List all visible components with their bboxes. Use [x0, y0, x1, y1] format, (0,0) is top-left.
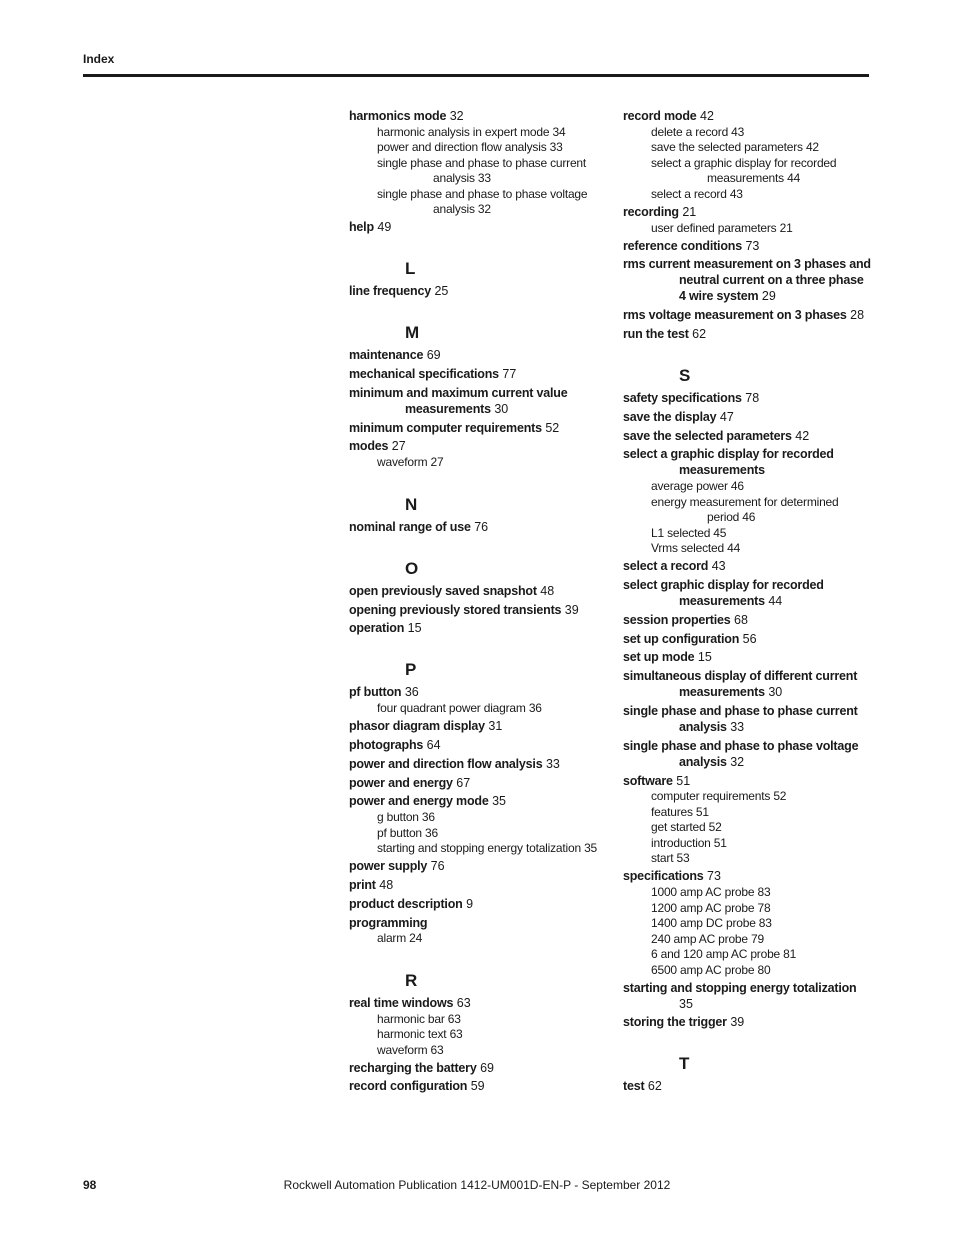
index-term: opening previously stored transients [349, 602, 562, 617]
index-subentry-list [349, 125, 599, 218]
index-entry [349, 219, 599, 235]
index-page-ref: 35 [492, 794, 506, 809]
index-subentry: 6500 amp AC probe 80 [651, 962, 771, 977]
index-term: power supply [349, 859, 428, 874]
index-entry [349, 438, 599, 454]
index-entry [349, 995, 599, 1011]
index-subentry-list [349, 701, 599, 717]
page-number: 98 [83, 1178, 97, 1192]
index-page-ref: 30 [494, 401, 509, 416]
index-subentry: waveform 63 [377, 1042, 444, 1057]
index-subentry: delete a record 43 [651, 124, 745, 139]
index-subentry: user defined parameters 21 [651, 220, 793, 235]
index-page-ref: 36 [404, 685, 419, 700]
index-term: set up configuration [623, 631, 740, 646]
index-term: real time windows [349, 995, 454, 1010]
index-subentry: harmonic analysis in expert mode 34 [377, 124, 566, 139]
index-entry [623, 238, 873, 254]
index-term: help [349, 220, 374, 235]
index-page-ref: 27 [391, 439, 406, 454]
index-entry [349, 915, 599, 931]
index-subentry-list [623, 221, 873, 237]
index-term: record mode [623, 109, 697, 123]
index-term: single phase and phase to phase current analysis [623, 703, 858, 734]
index-entry [349, 896, 599, 912]
index-entry [349, 858, 599, 874]
index-entry [349, 385, 599, 417]
index-term: product description [349, 896, 463, 911]
index-page-ref: 9 [466, 896, 474, 911]
index-subentry: waveform 27 [377, 455, 444, 470]
index-entry [623, 631, 873, 647]
index-page-ref: 32 [730, 754, 745, 769]
index-term: specifications [623, 869, 704, 884]
index-subentry: harmonic text 63 [377, 1027, 463, 1042]
index-entry [623, 256, 873, 304]
index-page-ref: 15 [697, 650, 712, 665]
index-term: operation [349, 621, 405, 636]
index-term: power and energy mode [349, 794, 489, 809]
index-term: software [623, 773, 673, 788]
index-page-ref: 43 [711, 559, 726, 574]
index-term: pf button [349, 685, 402, 700]
index-page-ref: 42 [700, 109, 714, 123]
index-entry [623, 1078, 873, 1094]
index-subentry: g button 36 [377, 810, 435, 825]
index-page-ref: 15 [407, 621, 422, 636]
index-subentry: start 53 [651, 851, 690, 866]
index-page-ref: 48 [540, 583, 555, 598]
index-term: starting and stopping energy totalization [623, 980, 857, 995]
index-subentry: single phase and phase to phase current analysis 33 [377, 155, 587, 186]
index-term: rms current measurement on 3 phases and neutral current on a three phase 4 wire system [623, 257, 871, 304]
index-page-ref: 69 [426, 348, 441, 363]
index-term: harmonics mode [349, 109, 447, 123]
index-entry [349, 1060, 599, 1076]
index-subentry: starting and stopping energy totalization 35 [377, 841, 598, 856]
index-term: select a graphic display for recorded measurements [623, 447, 834, 478]
index-entry [623, 326, 873, 342]
index-entry [623, 307, 873, 323]
index-subentry: single phase and phase to phase voltage analysis 32 [377, 186, 588, 217]
index-subentry: average power 46 [651, 479, 744, 494]
section-letter: S [679, 365, 691, 385]
index-entry [623, 738, 873, 770]
index-page-ref: 64 [426, 737, 441, 752]
index-subentry: 6 and 120 amp AC probe 81 [651, 947, 797, 962]
index-subentry-list [623, 479, 873, 557]
index-subentry-list [349, 810, 599, 857]
index-page-ref: 25 [434, 284, 449, 299]
index-page-ref: 73 [707, 869, 721, 884]
index-subentry: select a record 43 [651, 186, 743, 201]
index-page-ref: 78 [745, 390, 760, 405]
index-subentry: 240 amp AC probe 79 [651, 931, 764, 946]
index-term: select a record [623, 559, 709, 574]
index-entry [623, 773, 873, 789]
index-entry [349, 684, 599, 700]
index-term: save the selected parameters [623, 428, 792, 443]
index-term: phasor diagram display [349, 719, 485, 734]
index-entry [623, 1014, 873, 1030]
section-letter: P [405, 660, 417, 680]
index-subentry: 1000 amp AC probe 83 [651, 885, 771, 900]
index-entry [623, 980, 873, 1012]
index-page-ref: 39 [564, 602, 579, 617]
index-page-ref: 28 [850, 308, 865, 323]
index-subentry-list [623, 789, 873, 867]
index-page-ref: 21 [682, 204, 697, 219]
index-subentry: 1200 amp AC probe 78 [651, 900, 771, 915]
index-term: reference conditions [623, 238, 742, 253]
index-term: rms voltage measurement on 3 phases [623, 308, 847, 323]
index-page-ref: 47 [719, 409, 734, 424]
index-entry [623, 868, 873, 884]
index-subentry: 1400 amp DC probe 83 [651, 916, 772, 931]
index-entry [349, 519, 599, 535]
index-term: nominal range of use [349, 519, 471, 534]
index-term: recording [623, 204, 679, 219]
section-letter: R [405, 970, 418, 990]
index-page-ref: 32 [449, 109, 464, 123]
index-entry [349, 737, 599, 753]
index-entry [349, 583, 599, 599]
index-entry [349, 283, 599, 299]
index-term: minimum and maximum current value measurements [349, 385, 568, 416]
index-entry [349, 366, 599, 382]
index-subentry: introduction 51 [651, 835, 727, 850]
index-entry [349, 756, 599, 772]
index-entry [623, 703, 873, 735]
index-column-left [349, 108, 599, 1097]
index-term: minimum computer requirements [349, 420, 542, 435]
index-term: select graphic display for recorded measurements [623, 577, 824, 608]
index-entry [623, 204, 873, 220]
index-page-ref: 59 [470, 1079, 485, 1094]
index-term: photographs [349, 737, 424, 752]
index-page-ref: 73 [745, 238, 760, 253]
index-page-ref: 77 [502, 367, 517, 382]
index-entry [349, 420, 599, 436]
index-term: set up mode [623, 650, 695, 665]
index-entry [349, 775, 599, 791]
index-subentry-list [349, 1012, 599, 1059]
index-page-ref: 62 [647, 1079, 662, 1094]
index-subentry: four quadrant power diagram 36 [377, 701, 542, 716]
index-subentry: select a graphic display for recorded measurements 44 [651, 155, 837, 186]
index-term: simultaneous display of different current measurements [623, 669, 858, 700]
index-term: line frequency [349, 284, 431, 299]
index-column-right [623, 108, 873, 1097]
index-term: storing the trigger [623, 1015, 727, 1030]
section-letter: L [405, 259, 416, 279]
index-entry [349, 347, 599, 363]
index-term: recharging the battery [349, 1060, 477, 1075]
index-term: run the test [623, 326, 689, 341]
index-subentry: Vrms selected 44 [651, 541, 741, 556]
index-entry [349, 602, 599, 618]
index-page-ref: 33 [730, 719, 745, 734]
index-term: save the display [623, 409, 717, 424]
index-entry [623, 612, 873, 628]
index-page-ref: 49 [377, 220, 392, 235]
index-page-ref: 42 [795, 428, 810, 443]
index-term: modes [349, 439, 389, 454]
index-entry [623, 668, 873, 700]
index-entry [349, 1078, 599, 1094]
section-letter: M [405, 323, 420, 343]
index-term: test [623, 1079, 645, 1094]
index-page-ref: 48 [379, 877, 394, 892]
index-page-ref: 51 [676, 773, 691, 788]
index-page-ref: 29 [761, 289, 776, 304]
index-subentry: alarm 24 [377, 931, 423, 946]
index-subentry: energy measurement for determined period 46 [651, 494, 839, 525]
index-page-ref: 35 [679, 996, 693, 1011]
index-term: programming [349, 915, 428, 930]
index-page-ref: 67 [456, 775, 471, 790]
index-page-ref: 31 [488, 719, 503, 734]
index-entry [623, 409, 873, 425]
index-subentry-list [623, 885, 873, 978]
index-page-ref: 63 [456, 995, 471, 1010]
index-term: session properties [623, 612, 731, 627]
index-page-ref: 69 [480, 1060, 494, 1075]
index-entry [349, 718, 599, 734]
index-page-ref: 30 [768, 685, 783, 700]
index-term: record configuration [349, 1079, 468, 1094]
index-entry [623, 390, 873, 406]
index-entry [623, 577, 873, 609]
index-subentry-list [623, 125, 873, 203]
index-term: safety specifications [623, 390, 742, 405]
index-subentry: power and direction flow analysis 33 [377, 140, 563, 155]
index-entry [623, 428, 873, 444]
index-subentry: pf button 36 [377, 825, 438, 840]
index-entry [349, 793, 599, 809]
index-subentry: save the selected parameters 42 [651, 140, 819, 155]
index-page-ref: 62 [692, 326, 707, 341]
index-page-ref: 76 [430, 859, 445, 874]
index-term: open previously saved snapshot [349, 583, 537, 598]
index-term: single phase and phase to phase voltage analysis [623, 738, 859, 769]
index-term: power and energy [349, 775, 453, 790]
index-term: maintenance [349, 348, 424, 363]
index-entry [349, 108, 599, 124]
index-entry [623, 558, 873, 574]
index-subentry: computer requirements 52 [651, 789, 787, 804]
index-term: power and direction flow analysis [349, 756, 543, 771]
section-letter: O [405, 558, 419, 578]
index-subentry: get started 52 [651, 820, 722, 835]
index-subentry: harmonic bar 63 [377, 1011, 461, 1026]
header-rule [83, 74, 869, 77]
section-letter: T [679, 1054, 690, 1074]
index-subentry: L1 selected 45 [651, 525, 727, 540]
index-subentry: features 51 [651, 804, 709, 819]
index-subentry-list [349, 931, 599, 947]
index-term: print [349, 877, 376, 892]
index-entry [623, 649, 873, 665]
index-entry [349, 877, 599, 893]
index-page-ref: 68 [734, 612, 748, 627]
publication-info: Rockwell Automation Publication 1412-UM001D-EN-P - September 2012 [283, 1178, 671, 1192]
index-entry [623, 108, 873, 124]
index-page-ref: 44 [768, 593, 783, 608]
index-page-ref: 76 [474, 519, 489, 534]
index-page-ref: 39 [730, 1015, 745, 1030]
index-page-ref: 52 [545, 420, 560, 435]
index-page-ref: 56 [742, 631, 757, 646]
running-header-title: Index [83, 52, 115, 66]
index-page-ref: 33 [545, 756, 560, 771]
index-entry [623, 446, 873, 478]
section-letter: N [405, 494, 418, 514]
index-entry [349, 620, 599, 636]
index-subentry-list [349, 455, 599, 471]
index-term: mechanical specifications [349, 367, 499, 382]
